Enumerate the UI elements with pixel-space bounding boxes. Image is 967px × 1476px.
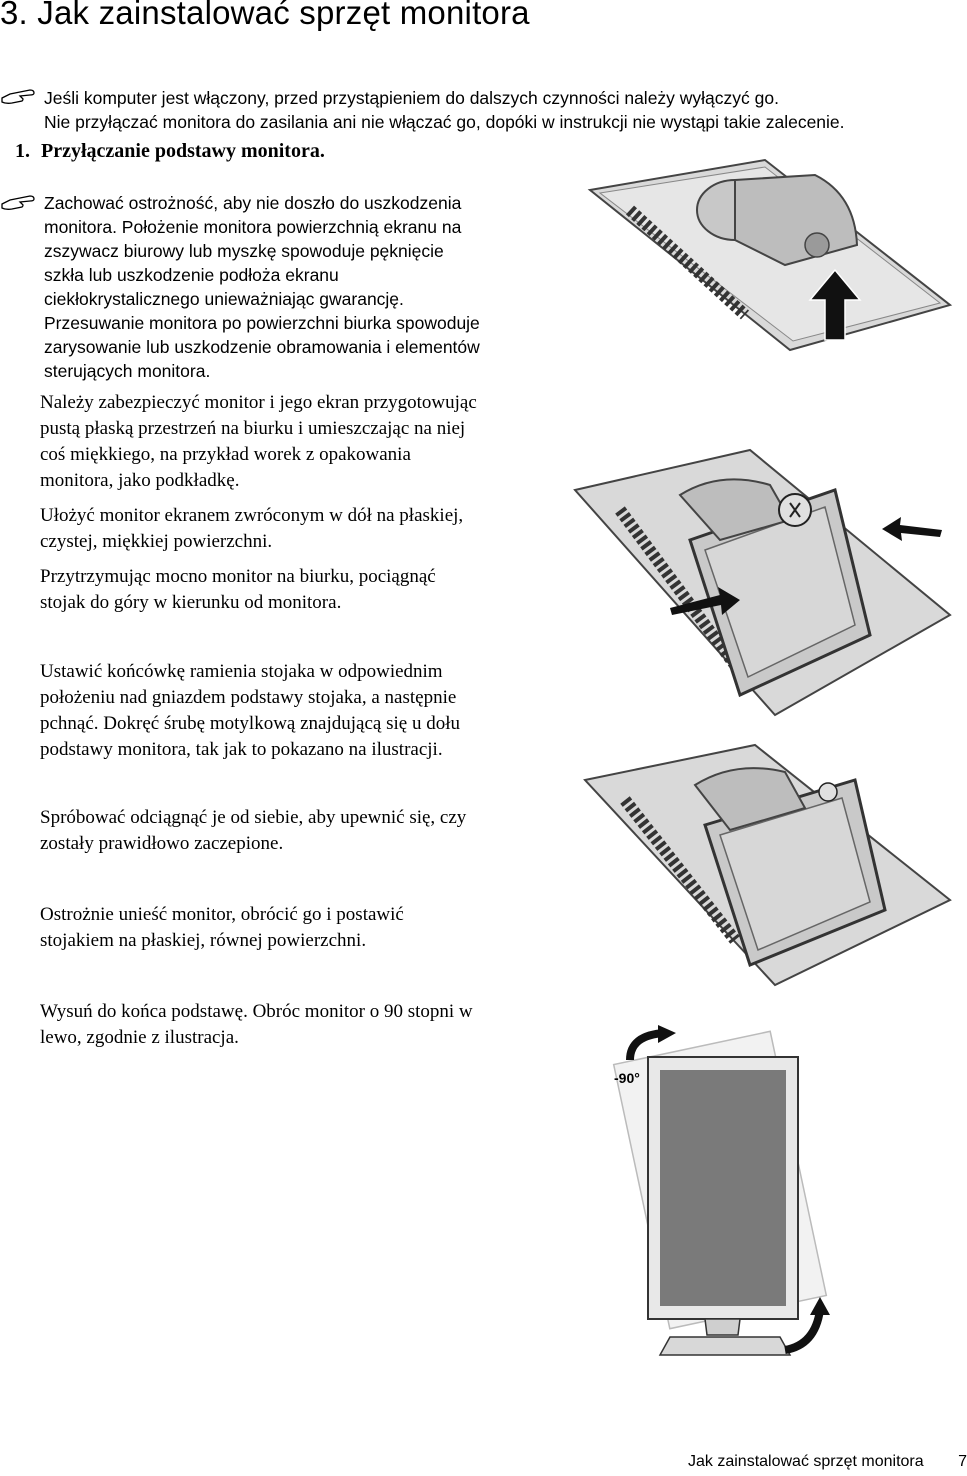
paragraph-protect <box>40 390 560 494</box>
intro-note <box>44 86 944 134</box>
paragraph-line: Ułożyć monitor ekranem zwróconym w dół na płaskiej, <box>40 505 464 526</box>
step-title: Przyłączanie podstawy monitora. <box>41 140 325 162</box>
paragraph-line: czystej, miękkiej powierzchni. <box>40 531 273 552</box>
paragraph-line: monitora, jako podkładkę. <box>40 470 240 491</box>
footer-section-title: Jak zainstalować sprzęt monitora <box>688 1453 924 1470</box>
paragraph-line: położeniu nad gniazdem podstawy stojaka, a następnie <box>40 687 457 708</box>
footer-page-number: 7 <box>958 1453 967 1470</box>
intro-note-line: Nie przyłączać monitora do zasilania ani nie włączać go, dopóki w instrukcji nie wystąpi takie zalecenie. <box>44 112 845 132</box>
caution-note <box>44 191 564 383</box>
pointing-hand-icon <box>0 84 36 108</box>
paragraph-place <box>40 503 560 555</box>
paragraph-rotate <box>40 999 560 1051</box>
step-number: 1. <box>15 140 30 162</box>
paragraph-line: Wysuń do końca podstawę. Obróc monitor o 90 stopni w <box>40 1001 473 1022</box>
illustration-rotate-monitor <box>610 1025 840 1365</box>
paragraph-pull <box>40 564 560 616</box>
page-title: 3. Jak zainstalować sprzęt monitora <box>0 0 530 31</box>
step-heading <box>15 140 325 163</box>
paragraph-line: stojak do góry w kierunku od monitora. <box>40 592 342 613</box>
paragraph-line: lewo, zgodnie z ilustracja. <box>40 1027 239 1048</box>
paragraph-lift <box>40 902 560 954</box>
paragraph-line: Przytrzymując mocno monitor na biurku, pociągnąć <box>40 566 436 587</box>
paragraph-line: Spróbować odciągnąć je od siebie, aby upewnić się, czy <box>40 807 467 828</box>
paragraph-attach <box>40 659 560 763</box>
paragraph-line: coś miękkiego, na przykład worek z opakowania <box>40 444 411 465</box>
caution-line: ciekłokrystalicznego unieważniając gwarancję. <box>44 289 404 309</box>
paragraph-line: pustą płaską przestrzeń na biurku i umieszczając na niej <box>40 418 466 439</box>
paragraph-line: stojakiem na płaskiej, równej powierzchni. <box>40 930 367 951</box>
pointing-hand-icon <box>0 190 36 214</box>
caution-line: Zachować ostrożność, aby nie doszło do uszkodzenia <box>44 193 462 213</box>
paragraph-check <box>40 805 560 857</box>
caution-line: sterujących monitora. <box>44 361 211 381</box>
caution-line: zszywacz biurowy lub myszkę spowoduje pęknięcie <box>44 241 444 261</box>
paragraph-line: Ostrożnie unieść monitor, obrócić go i postawić <box>40 904 404 925</box>
paragraph-line: Należy zabezpieczyć monitor i jego ekran przygotowując <box>40 392 477 413</box>
paragraph-line: pchnąć. Dokręć śrubę motylkową znajdującą się u dołu <box>40 713 460 734</box>
illustration-attach-stand <box>570 445 955 720</box>
paragraph-line: podstawy monitora, tak jak to pokazano na ilustracji. <box>40 739 443 760</box>
illustration-stand-attached <box>580 740 955 990</box>
caution-line: monitora. Położenie monitora powierzchnią ekranu na <box>44 217 462 237</box>
footer <box>688 1453 967 1471</box>
intro-note-line: Jeśli komputer jest włączony, przed przystąpieniem do dalszych czynności należy wyłączyć go. <box>44 88 779 108</box>
rotation-label: -90° <box>614 1070 640 1086</box>
caution-line: Przesuwanie monitora po powierzchni biurka spowoduje <box>44 313 480 333</box>
caution-line: szkła lub uszkodzenie podłoża ekranu <box>44 265 339 285</box>
paragraph-line: zostały prawidłowo zaczepione. <box>40 833 284 854</box>
paragraph-line: Ustawić końcówkę ramienia stojaka w odpowiednim <box>40 661 443 682</box>
illustration-remove-stand <box>585 155 955 355</box>
caution-line: zarysowanie lub uszkodzenie obramowania i elementów <box>44 337 480 357</box>
